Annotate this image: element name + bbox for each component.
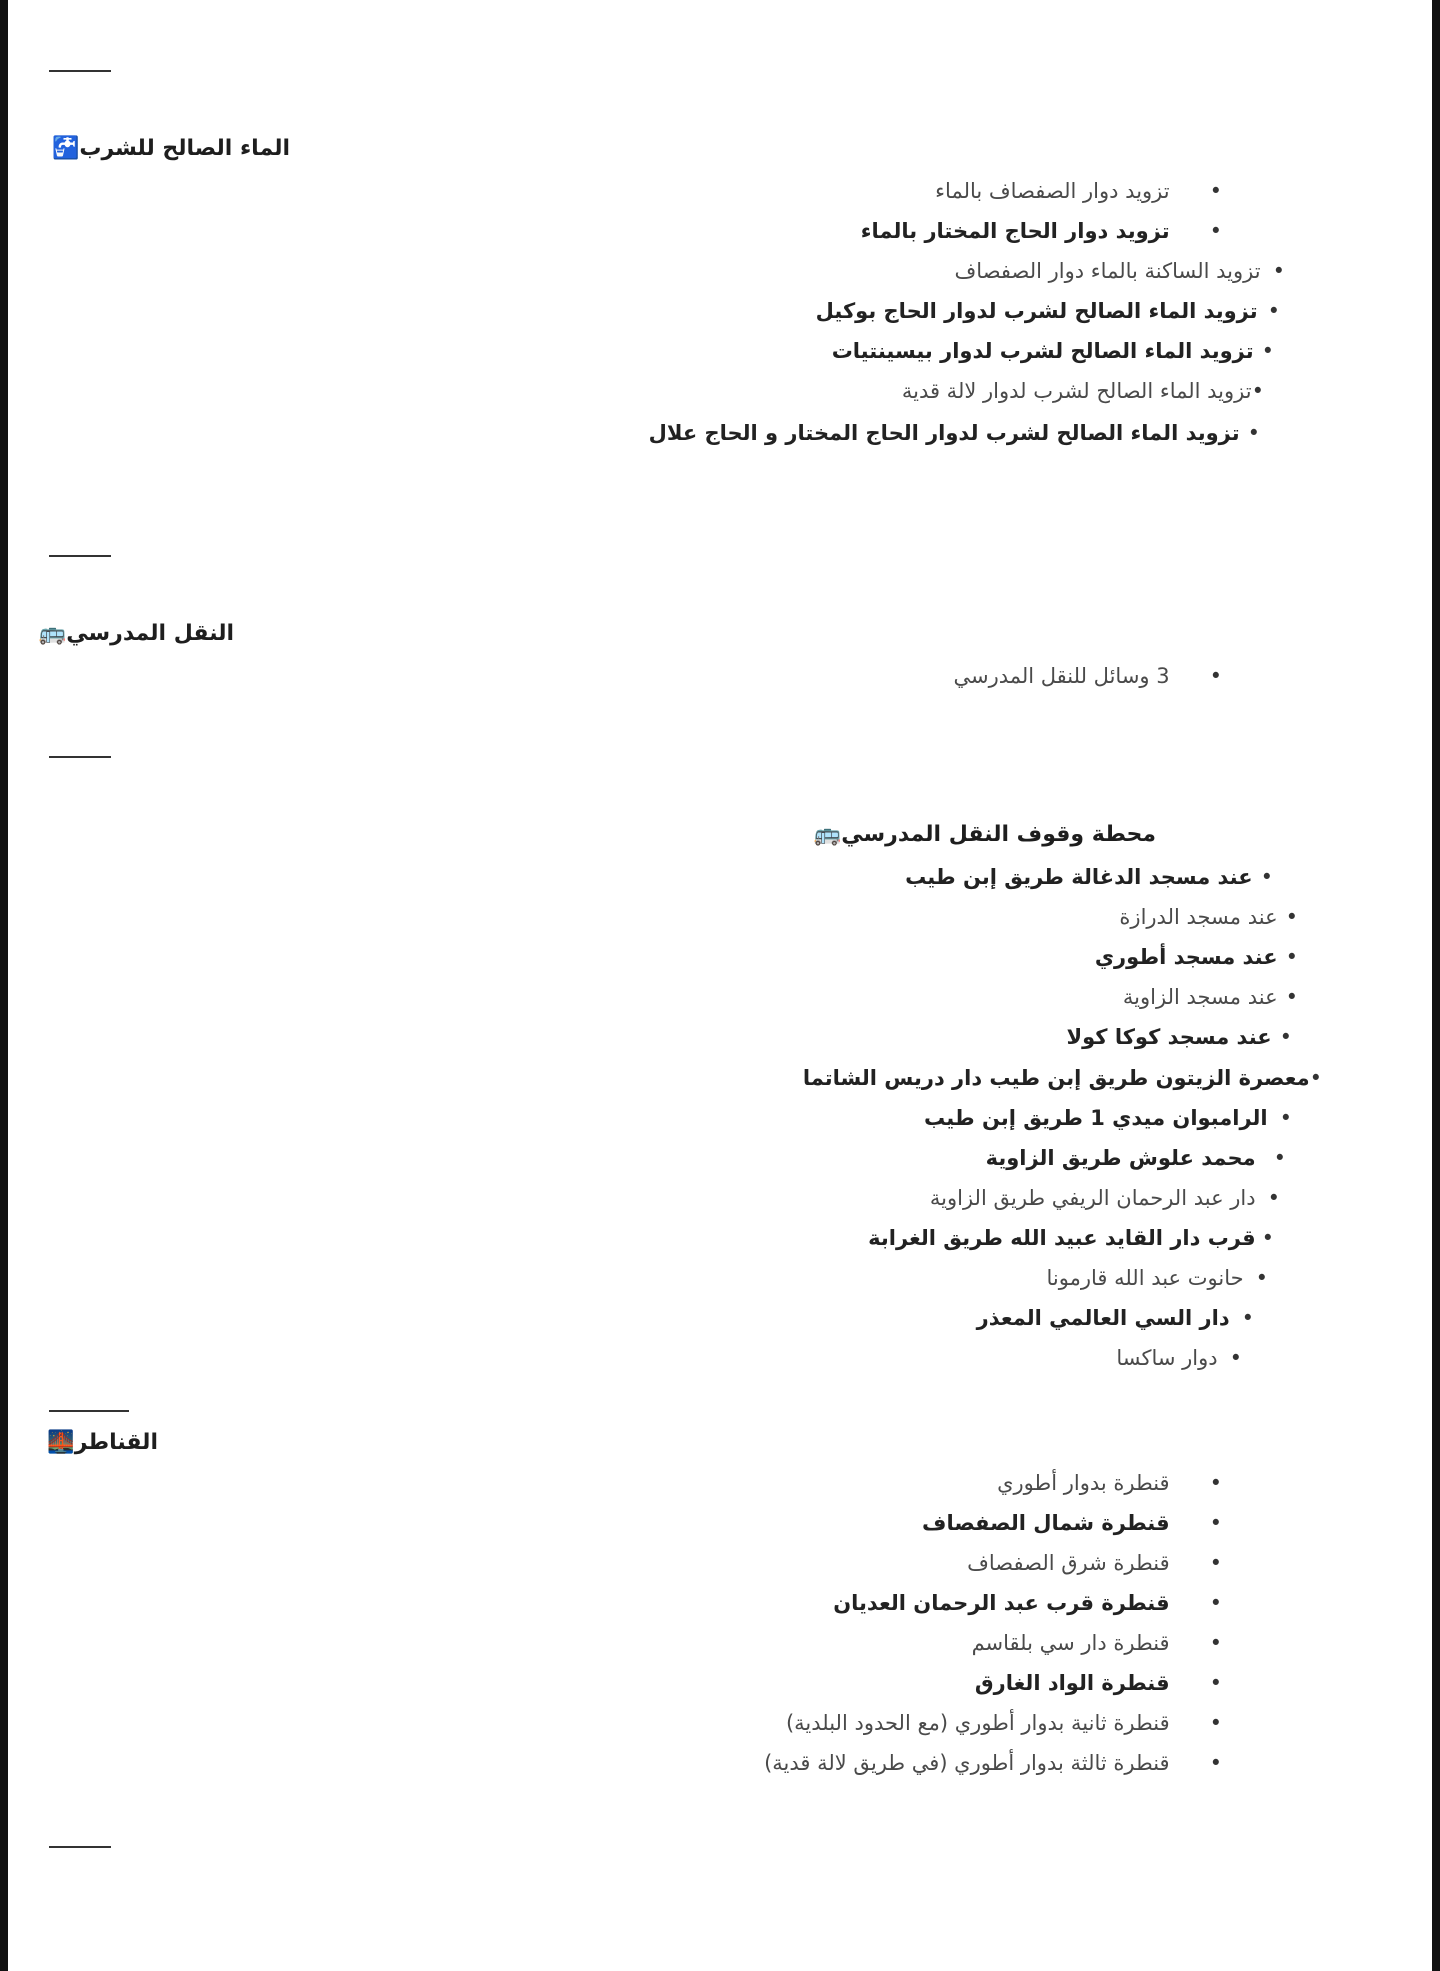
list-item: •دار عبد الرحمان الريفي طريق الزاوية xyxy=(929,1186,1280,1210)
section-heading-bridges xyxy=(39,1430,158,1455)
bridge-icon: 🌉 xyxy=(47,1430,75,1455)
list-item: •دوار ساكسا xyxy=(1116,1346,1242,1370)
list-item: •عند مسجد أطوري xyxy=(1094,945,1298,969)
section-heading-transport xyxy=(31,621,234,646)
list-item: •تزويد الماء الصالح لشرب لدوار الحاج المختار و الحاج علال xyxy=(648,421,1260,445)
list-item: •عند مسجد الدغالة طريق إبن طيب xyxy=(905,865,1273,889)
list-item: •قنطرة ثالثة بدوار أطوري (في طريق لالة قدية) xyxy=(764,1751,1222,1775)
list-item: •عند مسجد كوكا كولا xyxy=(1066,1025,1292,1049)
list-item: •قنطرة شرق الصفصاف xyxy=(967,1551,1222,1575)
list-item: •تزويد الماء الصالح لشرب لدوار بيسينتيات xyxy=(831,339,1274,363)
list-item: •الرامبوان ميدي 1 طريق إبن طيب xyxy=(924,1106,1292,1130)
section-title: الماء الصالح للشرب xyxy=(79,136,290,161)
section-divider xyxy=(49,555,111,557)
faucet-icon: 🚰 xyxy=(51,136,80,161)
list-item: •محمد علوش طريق الزاوية xyxy=(985,1146,1286,1170)
list-item: •دار السي العالمي المعذر xyxy=(976,1306,1254,1330)
section-title: محطة وقوف النقل المدرسي xyxy=(841,822,1156,847)
list-item: •تزويد دوار الصفصاف بالماء xyxy=(935,179,1222,203)
list-item: •قنطرة الواد الغارق xyxy=(974,1671,1222,1695)
section-divider xyxy=(49,70,111,72)
list-item: •تزويد الساكنة بالماء دوار الصفصاف xyxy=(954,259,1285,283)
list-item: •قنطرة بدوار أطوري xyxy=(997,1471,1222,1495)
bus-stop-icon: 🚌 xyxy=(813,822,842,847)
section-divider xyxy=(49,1846,111,1848)
list-item: •قرب دار القايد عبيد الله طريق الغرابة xyxy=(868,1226,1274,1250)
list-item: •تزويد دوار الحاج المختار بالماء xyxy=(860,219,1222,243)
section-divider xyxy=(49,756,111,758)
list-item: •تزويد الماء الصالح لشرب لدوار الحاج بوكيل xyxy=(815,299,1280,323)
left-frame-border xyxy=(0,0,8,1971)
list-item: •حانوت عبد الله قارمونا xyxy=(1046,1266,1268,1290)
list-item: •عند مسجد الدرازة xyxy=(1119,905,1298,929)
list-item: •تزويد الماء الصالح لشرب لدوار لالة قدية xyxy=(901,379,1264,403)
section-heading-stops xyxy=(806,822,1156,847)
section-heading-water xyxy=(44,136,290,161)
list-item: •3 وسائل للنقل المدرسي xyxy=(953,664,1222,688)
list-item: •قنطرة شمال الصفصاف xyxy=(922,1511,1222,1535)
list-item: •قنطرة ثانية بدوار أطوري (مع الحدود البلدية) xyxy=(785,1711,1222,1735)
school-bus-icon: 🚌 xyxy=(38,621,67,646)
section-title: النقل المدرسي xyxy=(66,621,234,646)
right-frame-border xyxy=(1432,0,1440,1971)
list-item: •عند مسجد الزاوية xyxy=(1122,985,1298,1009)
list-item: •معصرة الزيتون طريق إبن طيب دار دريس الشاتما xyxy=(802,1066,1322,1090)
list-item: •قنطرة قرب عبد الرحمان العديان xyxy=(833,1591,1222,1615)
section-divider xyxy=(49,1410,129,1412)
section-title: القناطر xyxy=(74,1430,158,1455)
list-item: •قنطرة دار سي بلقاسم xyxy=(971,1631,1222,1655)
